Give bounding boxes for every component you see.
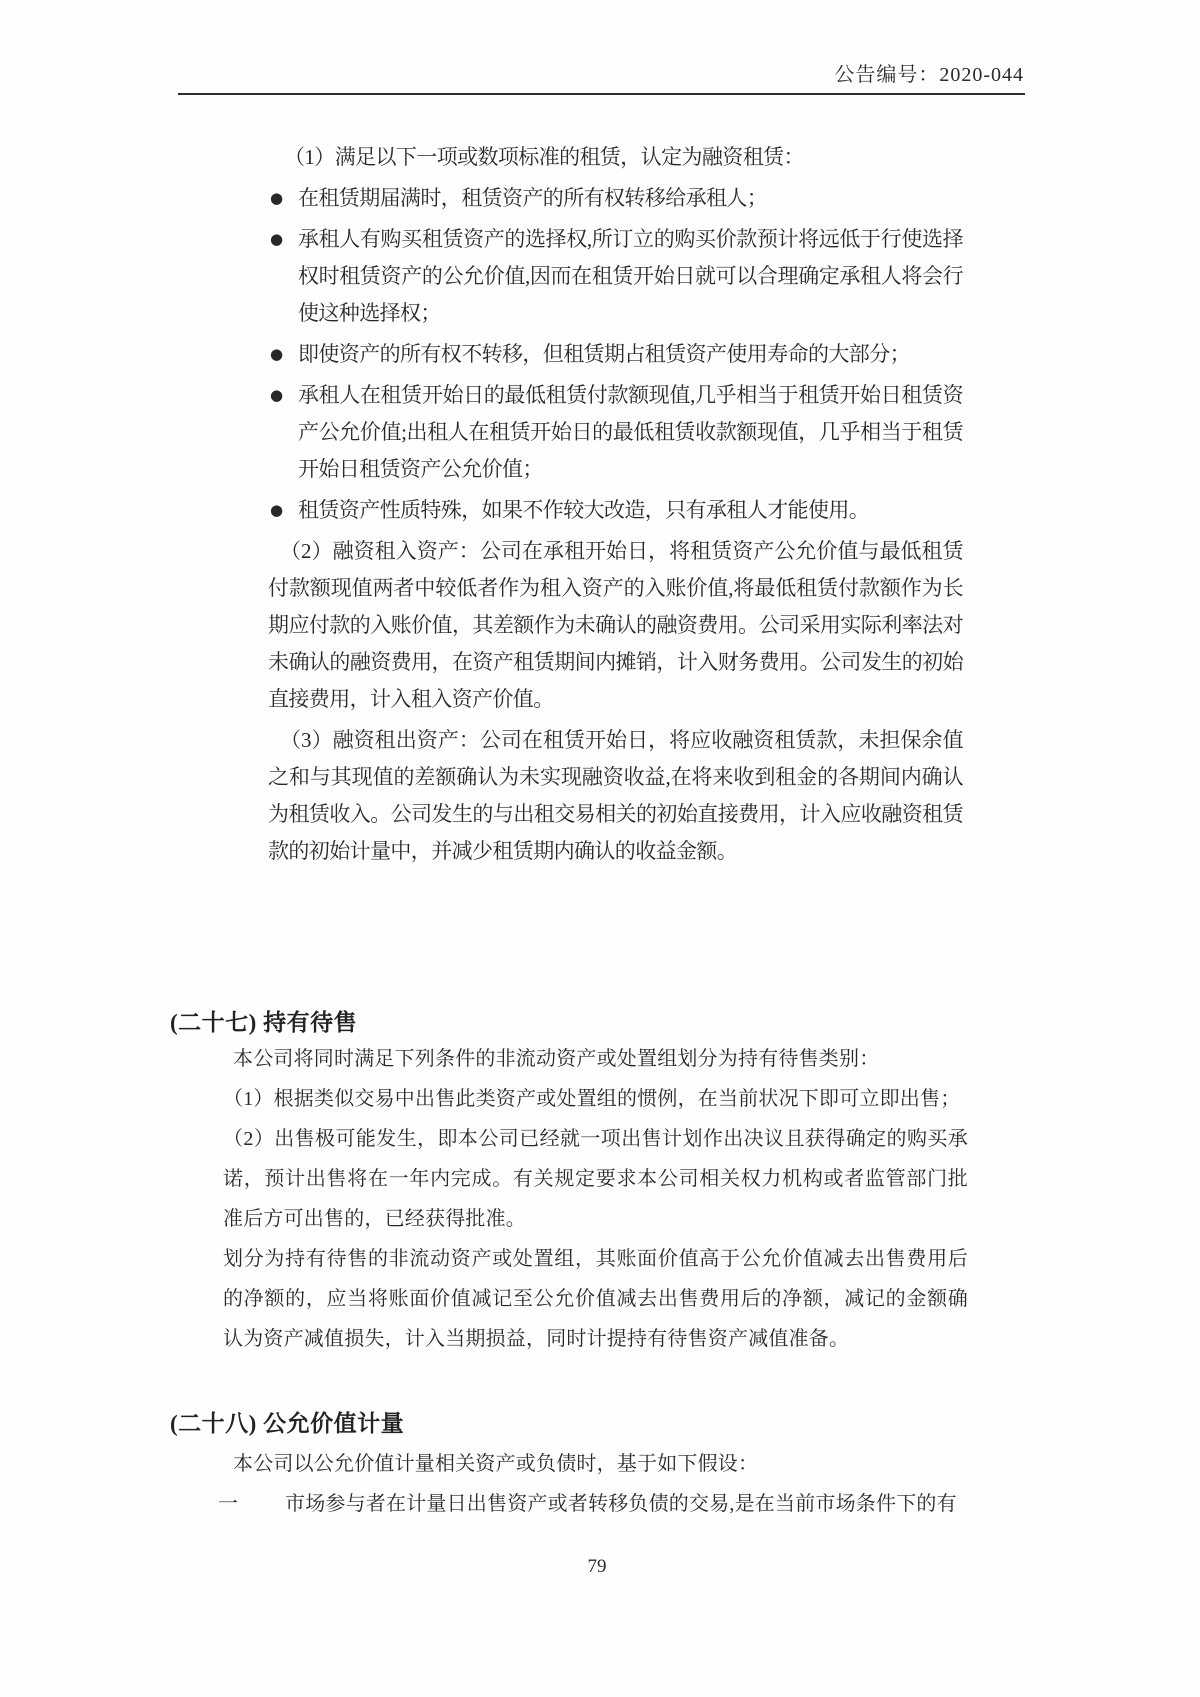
list-item-text: 承租人在租赁开始日的最低租赁付款额现值,几乎相当于租赁开始日租赁资产公允价值;出租人在租赁开始日的最低租赁收款额现值，几乎相当于租赁开始日租赁资产公允价值； (298, 383, 963, 481)
held-for-sale-impairment-paragraph: 划分为持有待售的非流动资产或处置组，其账面价值高于公允价值减去出售费用后的净额的，应当将账面价值减记至公允价值减去出售费用后的净额，减记的金额确认为资产减值损失，计入当期损益，同时计提持有待售资产减值准备。 (223, 1248, 968, 1350)
section-heading-fair-value: (二十八) 公允价值计量 (170, 1411, 405, 1436)
leased-out-assets-paragraph: （3）融资租出资产：公司在租赁开始日，将应收融资租赁款，未担保余值之和与其现值的差额确认为未实现融资收益,在将来收到租金的各期间内确认为租赁收入。公司发生的与出租交易相关的初始直接费用，计入应收融资租赁款的初始计量中，并减少租赁期内确认的收益金额。 (268, 728, 963, 863)
bullet-icon: ● (270, 230, 283, 248)
lease-criteria-intro: （1）满足以下一项或数项标准的租赁，认定为融资租赁： (284, 145, 804, 169)
section-heading-held-for-sale: (二十七) 持有待售 (170, 1010, 358, 1035)
header-divider-line (178, 93, 1025, 95)
list-item (268, 377, 963, 488)
held-for-sale-item-1: （1）根据类似交易中出售此类资产或处置组的惯例，在当前状况下即可立即出售； (223, 1088, 961, 1110)
held-for-sale-intro: 本公司将同时满足下列条件的非流动资产或处置组划分为持有待售类别： (233, 1048, 880, 1070)
list-item-text: 在租赁期届满时，租赁资产的所有权转移给承租人； (298, 186, 768, 210)
list-item (268, 336, 963, 373)
list-item-text: 即使资产的所有权不转移，但租赁期占租赁资产使用寿命的大部分； (298, 342, 910, 366)
announcement-number: 公告编号：2020-044 (834, 64, 1024, 86)
assumption-text: 市场参与者在计量日出售资产或者转移负债的交易,是在当前市场条件下的有 (285, 1493, 957, 1515)
fair-value-intro: 本公司以公允价值计量相关资产或负债时，基于如下假设： (233, 1453, 759, 1475)
fair-value-section (218, 1444, 978, 1524)
list-item (268, 180, 963, 217)
list-item-text: 承租人有购买租赁资产的选择权,所订立的购买价款预计将远低于行使选择权时租赁资产的公允价值,因而在租赁开始日就可以合理确定承租人将会行使这种选择权； (298, 227, 963, 325)
bullet-icon: ● (270, 189, 283, 207)
list-item-text: 租赁资产性质特殊，如果不作较大改造，只有承租人才能使用。 (298, 498, 870, 522)
fair-value-assumption-item (218, 1484, 978, 1524)
list-item (268, 492, 963, 529)
held-for-sale-section (223, 1039, 968, 1359)
bullet-icon: ● (270, 501, 283, 519)
held-for-sale-item-2: （2）出售极可能发生，即本公司已经就一项出售计划作出决议且获得确定的购买承诺，预计出售将在一年内完成。有关规定要求本公司相关权力机构或者监管部门批准后方可出售的，已经获得批准。 (223, 1128, 968, 1230)
bullet-icon: ● (270, 386, 283, 404)
bullet-icon: ● (270, 345, 283, 363)
leased-in-assets-paragraph: （2）融资租入资产：公司在承租开始日，将租赁资产公允价值与最低租赁付款额现值两者中较低者作为租入资产的入账价值,将最低租赁付款额作为长期应付款的入账价值，其差额作为未确认的融资费用。公司采用实际利率法对未确认的融资费用，在资产租赁期间内摊销，计入财务费用。公司发生的初始直接费用，计入租入资产价值。 (268, 539, 963, 711)
list-item (268, 221, 963, 332)
page-number: 79 (587, 1556, 607, 1577)
lease-criteria-list (268, 180, 963, 529)
dash-icon: 一 (218, 1493, 239, 1515)
finance-lease-section (268, 139, 963, 874)
